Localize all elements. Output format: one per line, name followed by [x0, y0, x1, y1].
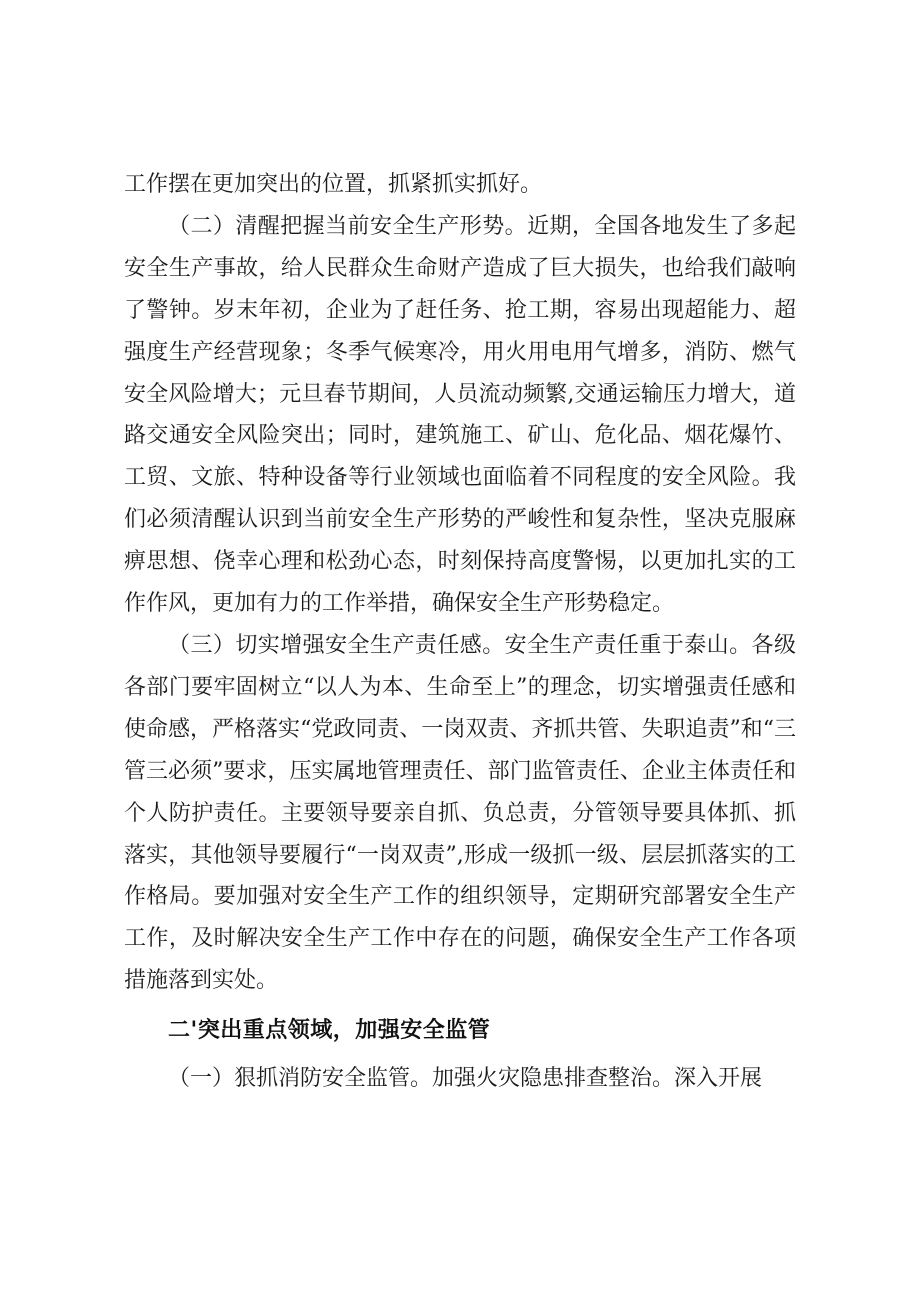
paragraph-safety-situation: （二）清醒把握当前安全生产形势。近期，全国各地发生了多起安全生产事故，给人民群众生命财产造成了巨大损失，也给我们敲响了警钟。岁末年初，企业为了赶任务、抢工期，容易出现超能力、超强度生产经营现象；冬季气候寒冷，用火用电用气增多，消防、燃气安全风险增大；元旦春节期间，人员流动频繁,交通运输压力增大，道路交通安全风险突出；同时，建筑施工、矿山、危化品、烟花爆竹、工贸、文旅、特种设备等行业领域也面临着不同程度的安全风险。我们必须清醒认识到当前安全生产形势的严峻性和复杂性，坚决克服麻痹思想、侥幸心理和松劲心态，时刻保持高度警惕，以更加扎实的工作作风，更加有力的工作举措，确保安全生产形势稳定。 — [124, 213, 796, 617]
paragraph-fire-safety: （一）狠抓消防安全监管。加强火灾隐患排查整治。深入开展 — [168, 1066, 763, 1092]
paragraph-safety-responsibility: （三）切实增强安全生产责任感。安全生产责任重于泰山。各级各部门要牢固树立“以人为本、生命至上”的理念，切实增强责任感和使命感，严格落实“党政同责、一岗双责、齐抓共管、失职追责”和“三管三必须”要求，压实属地管理责任、部门监管责任、企业主体责任和个人防护责任。主要领导要亲自抓、负总责，分管领导要具体抓、抓落实，其他领导要履行“一岗双责”,形成一级抓一级、层层抓落实的工作格局。要加强对安全生产工作的组织领导，定期研究部署安全生产工作，及时解决安全生产工作中存在的问题，确保安全生产工作各项措施落到实处。 — [124, 632, 796, 994]
paragraph-continuation: 工作摆在更加突出的位置，抓紧抓实抓好。 — [124, 172, 543, 197]
document-body — [124, 164, 796, 1100]
section-heading-2: 二'突出重点领域，加强安全监管 — [168, 1018, 491, 1044]
